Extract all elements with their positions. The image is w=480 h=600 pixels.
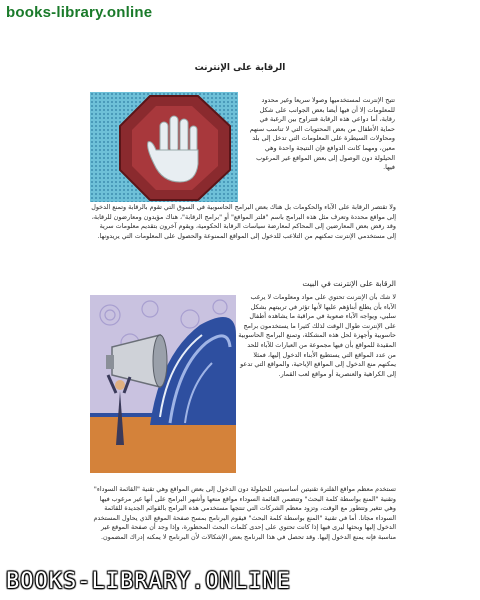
paragraph-1: تتيح الإنترنت لمستخدميها وصولا سريعا وغير محدود للمعلومات إلا أن فيها أيضا بعض الجوانب على شكل رقابة، أما دواعي هذه الرقابة فتتراوح بين الرغبة في حماية الأطفال من بعض المحتويات التي لا تناسب سنهم ومحاولات السيطرة على المعلومات التي تدخل إلى بلد معين، ومهما كانت الدوافع فإن النتيجة واحدة وهي الحيلولة دون الوصول إلى بعض المواقع غير المرغوب فيها. xyxy=(249,96,395,172)
wave-megaphone-icon xyxy=(90,295,236,473)
stop-hand-icon xyxy=(90,92,238,202)
paragraph-2: ولا تقتصر الرقابة على الآباء والحكومات بل هناك بعض البرامج الحاسوبية في السوق التي تقوم بالرقابة وتمنع الدخول إلى مواقع محددة وتعرف مثل هذه البرامج باسم "فلتر المواقع" أو "برامج الرقابة"، هناك مؤيدون ومعارضون للرقابة، وقد رفض بعض المعارضين إلى المحاكم لمعارضة سياسات الرقابة الحكومية، ويقوم آخرون بتقديم معلومات سرية إلى مستخدمي الإنترنت تمكنهم من التلاعب للدخول إلى المواقع الممنوعة والحصول على المعلومات التي يريدونها. xyxy=(91,203,396,240)
section-heading: الرقابة على الإنترنت في البيت xyxy=(302,279,396,288)
watermark-bottom: BOOKS-LIBRARY.ONLINE xyxy=(6,569,291,594)
paragraph-4: تستخدم معظم مواقع الفلترة تقنيتين أساسيتين للحيلولة دون الدخول إلى بعض المواقع وهي تقنية "القائمة السوداء" وتقنية "المنع بواسطة كلمة البحث" وتتضمن القائمة السوداء مواقع منعها وأشهر البرامج على أنها غير مرغوب فيها وهي تتغير وتتطور مع الوقت، وتزود معظم الشركات التي تنتجها مستخدمي هذه البرامج بالقوائم الجديدة للقائمة السوداء مجانا. أما في تقنية "المنع بواسطة كلمة البحث" فيقوم البرنامج بمسح صفحة الموقع الذي يحاول المستخدم الدخول إليها وبحثها ليرى فيها إذا كانت تحتوي على إحدى كلمات البحث المحظورة، وإذا وجد أن صفحة الموقع غير مناسبة فإنه يمنع الدخول إليها. وقد تحصل في هذا البرنامج بعض الإشكالات لأن البرنامج لا يمكنه إدراك المضمون. xyxy=(93,485,396,541)
watermark-top: books-library.online xyxy=(6,4,153,21)
page-title: الرقابة على الإنترنت xyxy=(194,63,286,73)
paragraph-3: لا شك بأن الإنترنت تحتوي على مواد ومعلومات لا يرغب الآباء بأن يطلع أبناؤهم عليها لأنها تؤثر في تربيتهم بشكل سلبي، ويواجه الآباء صعوبة في مراقبة ما يشاهده أطفال على الإنترنت طوال الوقت لذلك كثيرا ما يستخدمون برامج حاسوبية وأجهزة لحل هذه المشكلة، وتمنع البرامج الحاسوبية المقيدة للمواقع بأن فيها مجموعة من العبارات للآباء للحد من عدد المواقع التي يستطيع الأبناء الدخول إليها، فمثلا يمكنهم منع الدخول إلى المواقع الإباحية، والمواقع التي تدعو إلى الكراهية والعنصرية أو مواقع لعب القمار. xyxy=(238,293,396,378)
